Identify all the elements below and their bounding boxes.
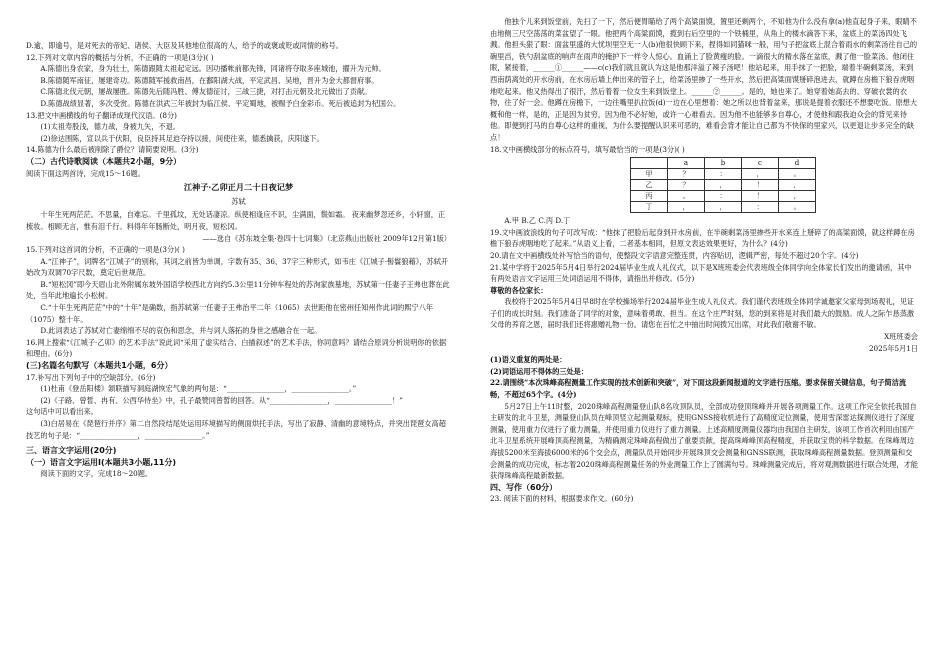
question-23: 23. 阅读下面的材料，根据要求作文。(60分): [490, 494, 634, 504]
table-row: [631, 169, 816, 180]
q15-option-a: A.“江神子”，词牌名“江城子”的别称，其词之前皆为单调，字数有35、36、37字三种形式，如韦庄《江城子·髻鬟狼藉》，苏轼开始改为双调70字尺数，奠定后世规范。: [26, 256, 449, 278]
q17-item-1: (1)杜甫《登岳阳楼》颔联描写洞庭湖恢宏气象的两句是：“________________，________________。”: [40, 384, 357, 394]
table-cell: ，: [705, 202, 742, 213]
punctuation-table: [630, 157, 816, 213]
letter-greeting: 尊敬的各位家长：: [490, 285, 548, 295]
table-cell: ，: [779, 191, 816, 202]
table-cell: 甲: [631, 169, 668, 180]
table-cell: ？: [668, 180, 705, 191]
table-cell: 乙: [631, 180, 668, 191]
q17-item-2-cont: 这句话中可以看出来。: [26, 407, 98, 417]
section-3-heading: (三)名篇名句默写（本题共1小题，6分）: [26, 361, 173, 371]
question-22: 22.请围绕“本次珠峰高程测量工作实现的技术创新和突破”，对下面这段新闻报道的文字进行压缩。要求保留关键信息，句子简洁流畅，不超过65个字。(4分): [490, 378, 907, 400]
question-13: 13.把文中画横线的句子翻译成现代汉语。(8分): [26, 110, 177, 120]
table-cell: c: [742, 158, 779, 169]
q21-answer-1: (1)语义重复的两处是：: [490, 355, 567, 365]
news-passage: 5月27日上午11时整，2020珠峰高程测量登山队8名攻顶队员，全部成功登顶珠峰并开展各项测量工作。这项工作完全依托我国自主研发的北斗卫星，测量登山队员在峰顶竖立起测量观标，使用GNSS接收机进行了高精度定位测量，使用雪深雷达探测仪进行了深度测量，使用重力仪进行了重力测量，并使用重力仪进行了重力测量。上述高精度测量仪器均由我国自主研发，该项工作首次利用由国产北斗卫星系统开展峰顶高程测量，为精确测定珠峰高程做出了重要贡献，提高珠峰峰顶高程精度，并获取宝贵的科学数据。在珠峰周边海拔5200米至海拔6000米的6个交会点，测量队员开始同步开展珠顶交会测量和GNSS联测，获取珠峰高程测量数据。登顶测量和交会测量的成功完成，标志着2020珠峰高程测量任务的外业测量工作上了圆满句号。珠峰测量完成后，将对观测数据进行联合处理，才能获得珠峰高程最新数据。: [490, 401, 918, 481]
question-14: 14.陈德为什么最后被削除了爵位？请简要说明。(3分): [26, 145, 199, 155]
table-cell: ，: [742, 169, 779, 180]
table-cell: 。: [779, 202, 816, 213]
q13-item-1: (1)太祖寿股浅，德力战，身被九矢，不退。: [40, 122, 180, 132]
letter-date: 2025年5月1日: [868, 343, 918, 353]
question-17: 17.补写出下列句子中的空缺部分。(6分): [26, 372, 156, 382]
letter-signature: X班班委会: [884, 332, 918, 342]
q17-item-2: (2)《子路、曾皙、冉有、公西华侍坐》中，孔子最赞同曾皙的回答。从“________________，________________！”: [40, 395, 403, 405]
table-cell: ！: [742, 191, 779, 202]
q12-option-b: B.陈德随军南征，屡建奇功。陈德随军援救南昌，在鄱阳湖大战，平定武昌、吴地，晋升为金大都督府事。: [40, 75, 379, 85]
section-2-heading: （二）古代诗歌阅读（本题共2小题，9分）: [26, 156, 182, 166]
question-16: 16.网上搜索“《江城子·乙卯》的艺术手法”说此词“采用了虚实结合、白描叙述”的艺术手法，你同意吗？请结合原词分析说明你的依据和理由。(6分): [26, 337, 447, 359]
q21-answer-2: (2)词语运用不得体的三处是：: [490, 366, 589, 376]
table-cell: ：: [742, 202, 779, 213]
part-3-heading: 三、语言文字运用(20分): [26, 446, 117, 456]
option-d-line: D.逾，即逾号，是对死去的帝妃、诸侯、大臣及其他地位很高的人，给予的或褒或贬或同情的称号。: [26, 41, 343, 50]
q15-option-d: D.此词表达了苏轼对亡妻绵绵不尽的哀伤和思念，并与词人落拓的身世之感融合在一起。: [40, 326, 322, 336]
q12-option-a: A.陈德出身农家，身为壮士，陈德跟随太祖起定远。因功播帐前都先锋，同诸将夺取多座城池，擢升为元帅。: [40, 64, 386, 74]
table-cell: d: [779, 158, 816, 169]
left-column: [26, 40, 451, 480]
q12-option-c: C.陈德北伐元朝，屡战屡胜。陈德先后随冯胜、傅友德征讨，三战三捷，对打击元朝及北元做出了贡献。: [40, 87, 372, 97]
question-18: 18.文中画横线部分的标点符号，填写最恰当的一项是(3分)( ): [490, 144, 685, 154]
q15-option-b: B.“短松冈”即今天眉山北外附属东坡外国语学校西北方向约5.3公里11分钟车程处的苏洵家族墓地，苏轼第一任妻子王弗也葬在此处，当年此地遍长小松树。: [26, 279, 450, 301]
table-cell: ？: [668, 169, 705, 180]
q17-item-3: (3)白居易在《琵琶行并序》第二自然段结尾处运用环境描写的侧面烘托手法，写出了寂静、清幽的意境特点，并突出琵琶女高超技艺的句子是：“________________，________________。”: [26, 419, 446, 440]
right-column: [490, 16, 918, 505]
letter-body: 我校将于2025年5月4日早8时在学校操场举行2024届毕业生成人礼仪式。我们谨代表班级全体同学诚邀家父家母到场观礼，见证子们的成长时刻。我们准备了同学的对象，意味着勇敢、担当。在这个庄严时刻，您的到来将是对我们最大的鼓励。成人之际乍恳蒸激父母的养育之恩，届时我们还将惠赠礼物一份。请您在百忙之中抽出时间拨冗出席，对此我们敬谢不敏。: [490, 297, 915, 330]
question-19: 19.文中画波浪线的句子可改写成：“他抹了把脸后起身到开水房前，在半碗剩菜汤里掺些开水来连上掰碎了的高粱面馍，就这样蹲在房檐下狼吞虎咽地吃了起来。”从语义上看，二者基本相同，但原文表达效果更好，为什么？(4分): [490, 227, 915, 249]
question-20: 20.请在文中画横线处补写恰当的语句，使整段文字语意完整连贯，内容贴切，逻辑严密，每处不超过20个字。(4分): [490, 250, 859, 260]
table-cell: ：: [705, 191, 742, 202]
question-21: 21.某中学将于2025年5月4日举行2024届毕业生成人礼仪式，以下是X班班委会代表班级全体同学向全体家长们发出的邀请函，其中有两处语言文字运用三处词语运用不得体，请指出并修改。(5分): [490, 262, 912, 284]
table-row: [631, 202, 816, 213]
table-cell: ！: [742, 180, 779, 191]
poem-author: 苏轼: [231, 196, 246, 206]
poem-source: ——选自《苏东坡全集·卷四十七词集》（北京燕山出版社 2009年12月第1版）: [202, 233, 451, 243]
part-4-heading: 四、写作（60分）: [490, 482, 558, 492]
part-3-intro: 阅读下面的文字，完成18～20题。: [40, 469, 153, 479]
q15-option-c: C.“十年生死两茫茫”中的“十年”是确数，指苏轼第一任妻子王弗治平二年（1065）去世距他在密州任知州作此词的熙宁八年（1075）整十年。: [26, 303, 434, 324]
table-cell: 丙: [631, 191, 668, 202]
table-row: [631, 180, 816, 191]
q12-option-d: D.陈德战绩显著，多次受赏。陈德在洪武三年被封为临江侯、平定蜀地，被赐予白金彩币。死后被追封为杞国公。: [40, 98, 401, 108]
question-12: 12.下列对文章内容的概括与分析，不正确的一项是(3分)( ): [26, 52, 214, 62]
table-cell: a: [668, 158, 705, 169]
table-cell: 丁: [631, 202, 668, 213]
q13-item-2: (2)徐达围陈，宣以兵于伏阳，良臣持其足迫夺持以接，间使往来，德悉擒获，庆阳遂下。: [40, 133, 324, 143]
table-header-row: [631, 158, 816, 169]
table-cell: 。: [668, 191, 705, 202]
part-3-1-heading: （一）语言文字运用Ⅰ(本题共3小题,11分): [26, 457, 177, 467]
table-cell: ，: [668, 202, 705, 213]
poem-body: 十年生死两茫茫。不思量，自难忘。千里孤坟，无处话凄凉。纵使相逢应不识，尘满面，鬓如霜。 夜来幽梦忽还乡，小轩窗，正梳妆。相顾无言，惟有泪千行。料得年年肠断处，明月夜，短松冈。: [26, 210, 446, 231]
table-cell: ，: [779, 180, 816, 191]
reading-passage: 他独个儿来到饭堂前，先扫了一下，然后便胃瞄给了两个高粱面馍，置里还剩两个，不知他为什么没有拿(a)他直起身子来，眼睛不由地侧三尺空荡荡的菜盆望了一眼。他把两个高粱面馍，揽到右后空里的一个铁桶里，从角上的楼水滴答下来，盆底上的菜汤四处飞溅。他担头狠了眼：面盆里盛的大忧坝里空无一人(b)他很快顾下来，捏得如同猫咪一般，用勺子把盆底上混合着雨水的剩菜汤往自己的碗里舀，铁勺刮盆底的响声在雨声的掩护下一样令人惊心。血涌上了脸黄瘦的脸。一滴很大的精水落在盆底，溅了他一脸菜汤。他闭住眼，紧接着，______①______——c(c)我们就且就认为这是他那洋溢了辣子汤吧！他站起来，用手抹了一把脸，端着半碗剩菜汤，来到西南荫离处的开水房前，在水房后墙上伸出来的管子上，给菜汤里掺了一些开水，然后把高粱面馍掰碎泡进去，就蹲在房檐下狼吞虎咽地吃起来。他又热得出了很汗，然后着着一位女生来到饭堂上。______②______。是的，她也来了。她穿着她高去的、穿破衣裳的衣物，往了好一会。他蹲在房檐下，一边往嘴里扒拉饭(d)一边在心里想着：她之所以也背着盆来，那说是提着衣服还不想要吃饭。原想大概和他一样，是的，正是因为贫穷，因为他不必好她，或许一心难看去。因为他不也能够多自尊心，才使他和跟我迫众会的背见来待他。即便到打马的自尊心这样的重视，为什么要提醒认识来可恶的，难看会背才能让自己都为不快保的里家兴，以更退让步多完全的缺点！: [490, 17, 918, 142]
question-15: 15.下列对这首词的分析，不正确的一项是(3分)( ): [26, 245, 185, 255]
poem-title: 江神子·乙卯正月二十日夜记梦: [183, 182, 294, 193]
table-cell: ，: [705, 180, 742, 191]
table-cell: 。: [779, 169, 816, 180]
table-cell: [631, 158, 668, 169]
section-2-intro: 阅读下面这两首诗，完成15～16题。: [26, 168, 145, 178]
table-cell: ：: [705, 169, 742, 180]
q18-options: A.甲 B.乙 C.丙 D.丁: [504, 216, 571, 226]
table-cell: b: [705, 158, 742, 169]
table-row: [631, 191, 816, 202]
